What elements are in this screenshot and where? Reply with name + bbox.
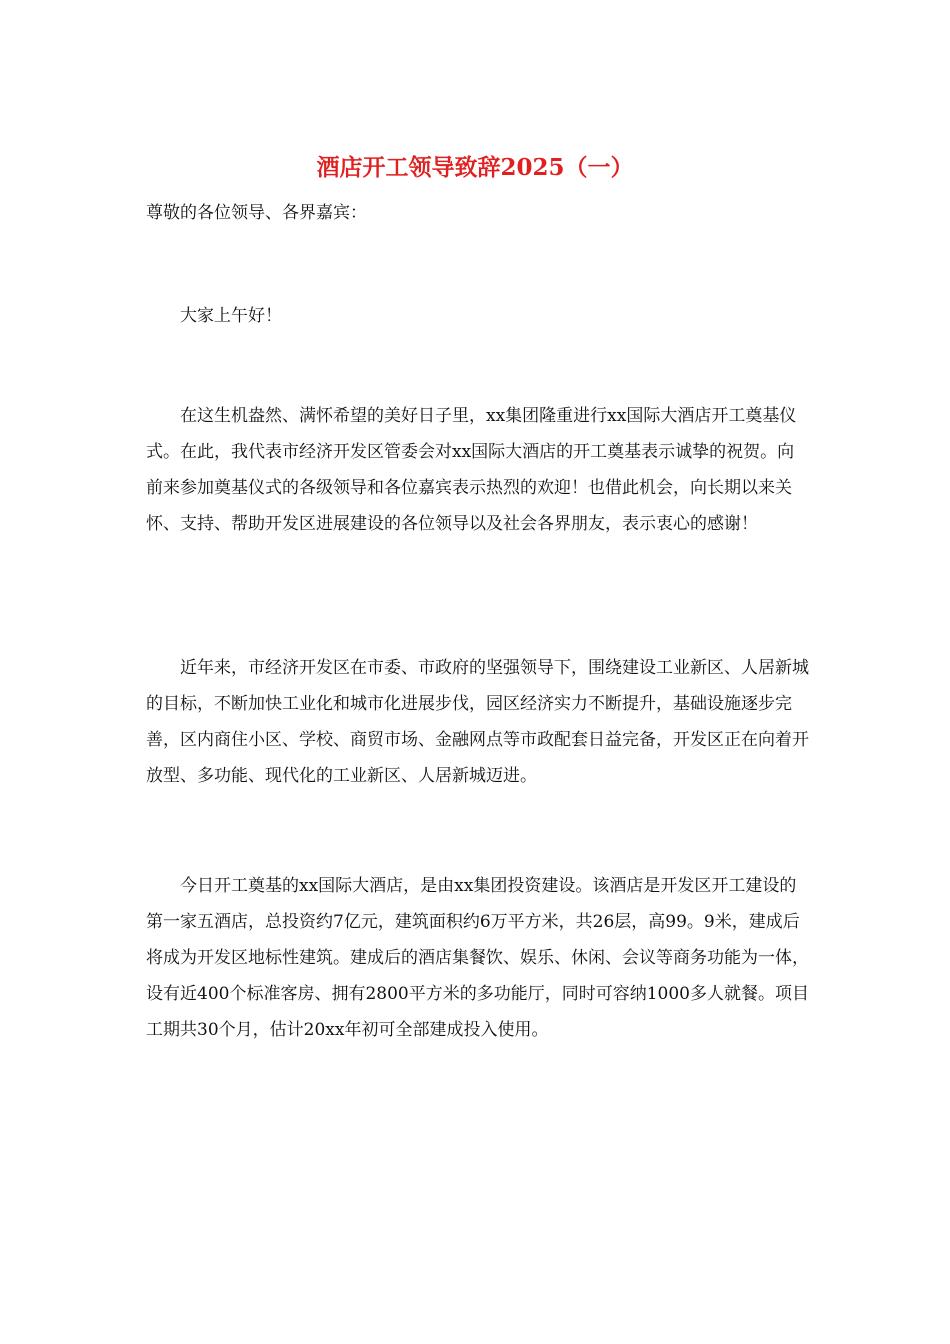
salutation: 尊敬的各位领导、各界嘉宾： <box>146 203 367 223</box>
paragraph-congratulations: 在这生机盎然、满怀希望的美好日子里，xx集团隆重进行xx国际大酒店开工奠基仪式。在此，我代表市经济开发区管委会对xx国际大酒店的开工奠基表示诚挚的祝贺。向前来参加奠基仪式的各级领导和各位嘉宾表示热烈的欢迎！也借此机会，向长期以来关怀、支持、帮助开发区进展建设的各位领导以及社会各界朋友，表示衷心的感谢！ <box>146 406 797 534</box>
document-title: 酒店开工领导致辞2025（一） <box>316 154 634 181</box>
paragraph-opening: 大家上午好！ <box>180 306 282 326</box>
paragraph-hotel-project: 今日开工奠基的xx国际大酒店，是由xx集团投资建设。该酒店是开发区开工建设的第一家五酒店，总投资约7亿元，建筑面积约6万平方米，共26层，高99。9米，建成后将成为开发区地标性建筑。建成后的酒店集餐饮、娱乐、休闲、会议等商务功能为一体，设有近400个标准客房、拥有2800平方米的多功能厅，同时可容纳1000多人就餐。项目工期共30个月，估计20xx年初可全部建成投入使用。 <box>146 876 809 1040</box>
paragraph-development-zone: 近年来，市经济开发区在市委、市政府的坚强领导下，围绕建设工业新区、人居新城的目标，不断加快工业化和城市化进展步伐，园区经济实力不断提升，基础设施逐步完善，区内商住小区、学校、商贸市场、金融网点等市政配套日益完备，开发区正在向着开放型、多功能、现代化的工业新区、人居新城迈进。 <box>146 658 809 786</box>
